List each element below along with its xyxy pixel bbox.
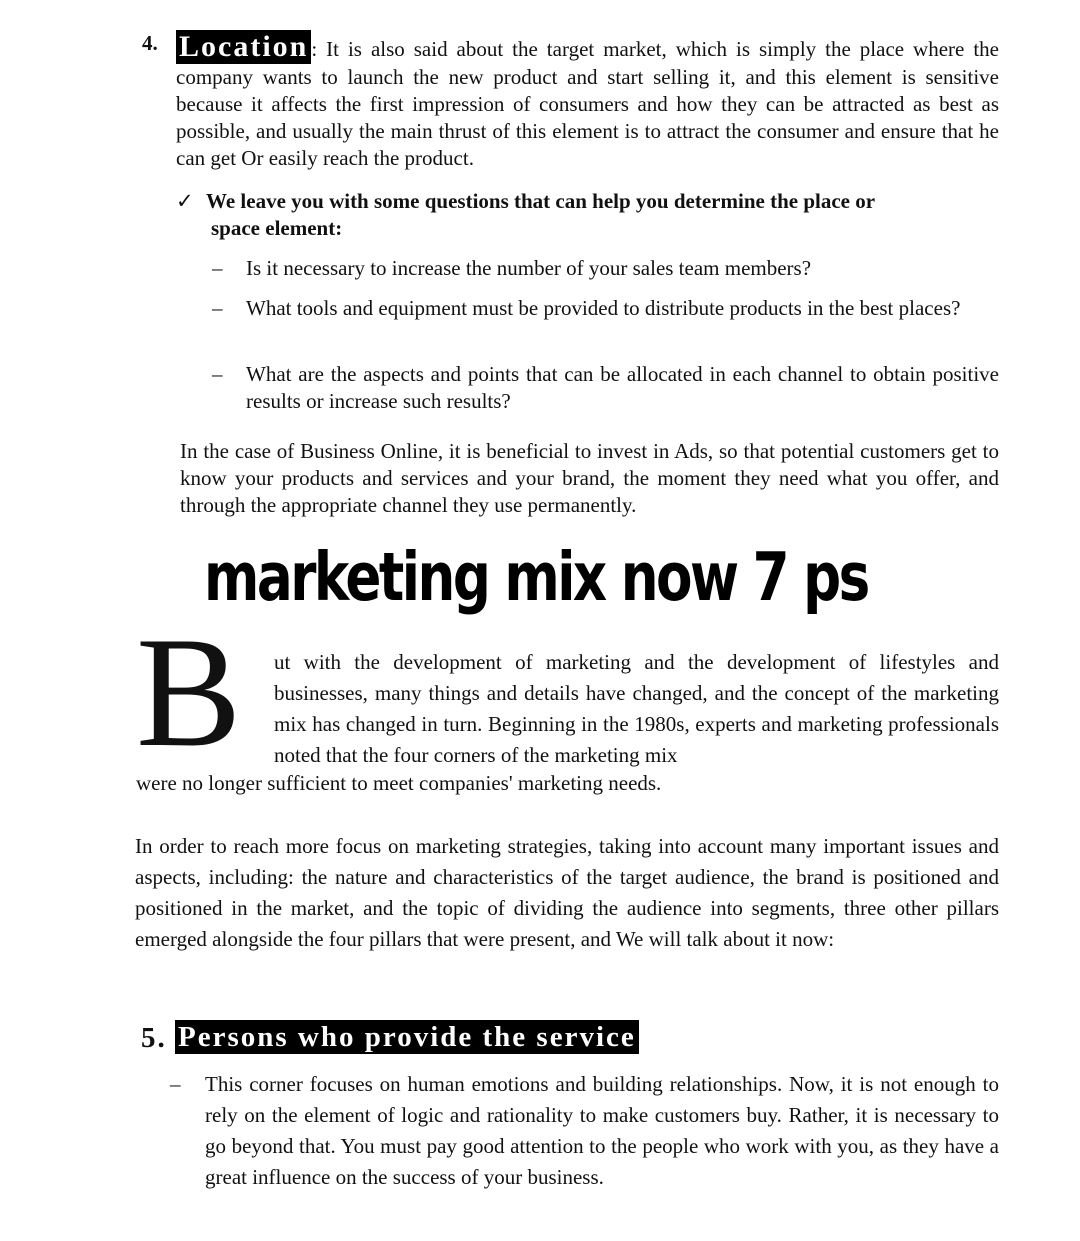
strategy-paragraph: In order to reach more focus on marketing strategies, taking into account many important issues and aspects, including: the nature and characteristics of the target audience, the brand is positioned and positioned in the market, and the topic of dividing the audience into segments, three other pillars emerged alongside the four pillars that were present, and We will talk about it now: — [135, 834, 999, 951]
dash-bullet: – — [212, 256, 223, 280]
dash-bullet: – — [212, 296, 223, 320]
section-number-5: 5. — [141, 1022, 167, 1054]
list-item-text: Is it necessary to increase the number of your sales team members? — [246, 256, 812, 280]
dash-bullet: – — [212, 362, 223, 386]
location-body: : It is also said about the target market, which is simply the place where the company wants to launch the new product and start selling it, and this element is sensitive because it affects the first impression of consumers and how they can be attracted as best as possible, and usually the main thrust of this element is to attract the consumer and ensure that he can get Or easily reach the product. — [176, 37, 999, 170]
list-item — [212, 295, 999, 322]
checklist-lead-text: We leave you with some questions that can help you determine the place or — [206, 189, 876, 213]
dash-bullet: – — [170, 1072, 181, 1096]
location-heading: Location — [176, 30, 311, 64]
list-item — [170, 1069, 999, 1193]
section-number-4: 4. — [142, 31, 158, 55]
dropcap-paragraph-body: ut with the development of marketing and the development of lifestyles and businesses, many things and details have changed, and the concept of the marketing mix has changed in turn. Beginning in the 1980s, experts and marketing professionals noted that the four corners of the marketing mix — [274, 650, 999, 767]
checklist-lead — [176, 188, 999, 242]
dropcap-paragraph-tail: were no longer sufficient to meet companies' marketing needs. — [136, 771, 662, 795]
drop-cap-letter: B — [136, 605, 242, 780]
checklist-lead-continued: space element: — [211, 216, 343, 240]
list-item-text: What tools and equipment must be provided to distribute products in the best places? — [246, 296, 961, 320]
persons-heading: Persons who provide the service — [175, 1020, 639, 1054]
section-5-heading-wrap — [175, 1020, 639, 1054]
marketing-mix-title: marketing mix now 7 ps — [204, 539, 868, 617]
checkmark-icon: ✓ — [176, 189, 194, 213]
persons-body: This corner focuses on human emotions and building relationships. Now, it is not enough to rely on the element of logic and rationality to make customers buy. Rather, it is necessary to go beyond that. You must pay good attention to the people who work with you, as they have a great influence on the success of your business. — [205, 1072, 999, 1189]
list-item — [212, 361, 999, 415]
location-paragraph — [176, 30, 999, 172]
online-business-paragraph: In the case of Business Online, it is beneficial to invest in Ads, so that potential customers get to know your products and services and your brand, the moment they need what you offer, and through the appropriate channel they use permanently. — [180, 439, 999, 517]
list-item-text: What are the aspects and points that can be allocated in each channel to obtain positive results or increase such results? — [246, 362, 999, 413]
list-item — [212, 255, 999, 282]
